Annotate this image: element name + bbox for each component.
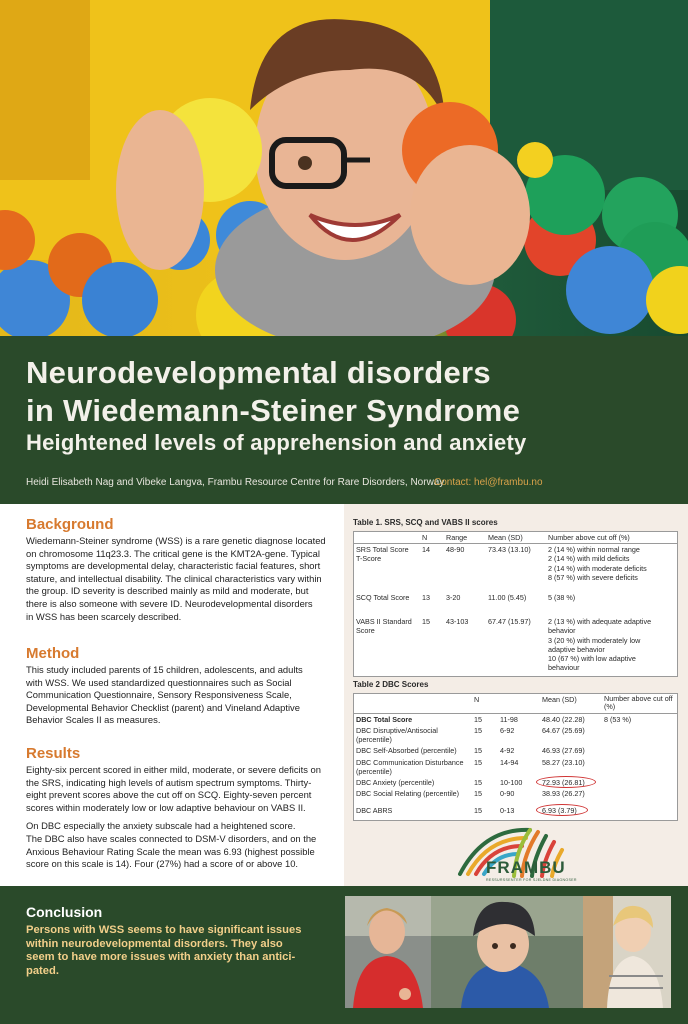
photo-boy-beanie	[431, 896, 583, 1008]
table-row: SCQ Total Score 13 3-20 11.00 (5.45) 5 (38 %)	[356, 593, 576, 603]
table2-header-row: N Mean (SD) Number above cut off (%)	[354, 694, 677, 714]
ball-pit-photo-illustration	[0, 0, 688, 336]
photo-girl-red-shirt	[345, 896, 431, 1008]
table-row: DBC Self-Absorbed (percentile) 15 4-92 46.93 (27.69)	[356, 746, 585, 756]
table-row: DBC ABRS 15 0-13 6.93 (3.79)	[354, 805, 677, 819]
authors-line: Heidi Elisabeth Nag and Vibeke Langva, Frambu Resource Centre for Rare Disorders, Norway	[26, 477, 445, 488]
background-text: Wiedemann-Steiner syndrome (WSS) is a rare genetic diagnose located on chromosome 11q23.3. The critical gene is the KMT2A-gene. Typical symptoms are developmental delay, characteristic facial features, short stature, and intellectual disability. The clinical characteristics vary within the group. ID severity is described mainly as mild and moderate, but there is also someone with severe ID. Neurodevelopmental disorders in WSS has been scarcely described.	[26, 535, 326, 622]
poster-subtitle: Heightened levels of apprehension and anxiety	[26, 430, 527, 455]
method-heading: Method	[26, 645, 80, 662]
contact-email[interactable]: Contact: hel@frambu.no	[434, 477, 543, 488]
anxiety-mean-value: 72.93 (26.81)	[542, 778, 585, 788]
table-row: DBC Social Relating (percentile) 15 0-90 38.93 (26.27)	[356, 789, 585, 799]
table1-header-row: N Range Mean (SD) Number above cut off (%)	[354, 532, 677, 544]
conclusion-heading: Conclusion	[26, 904, 103, 920]
table2	[353, 693, 678, 821]
table-row: DBC Total Score 15 11-98 48.40 (22.28) 8 (53 %)	[356, 714, 632, 724]
title-line-1: Neurodevelopmental disorders	[26, 355, 491, 390]
table1-caption: Table 1. SRS, SCQ and VABS II scores	[353, 518, 498, 527]
highlight-circle	[536, 776, 596, 788]
results-text: Eighty-six percent scored in either mild, moderate, or severe deficits on the SRS, indicating high levels of autism spectrum symptoms. Thirty- eight prevent scores above the cut off on SCQ. Eighty-seven percent scores within moderately low or low adaptive behaviour on VABS II. On DBC especially the anxiety subscale had a heightened score. The DBC also have scales connected to DSM-V disorders, and on the Anxious Behaviour Rating Scale the mean was 6.93 (highest possible score on this scale is 14). Four (27%) had a score of or above 10.	[26, 764, 321, 870]
method-text: This study included parents of 15 children, adolescents, and adults with WSS. We used standardized questionnaires such as Social Communication Questionnaire, Sensory Responsiveness Scale, Developmental Behavior Checklist (parent) and Vineland Adaptive Behavior Scales II as measures.	[26, 664, 303, 726]
background-heading: Background	[26, 516, 114, 533]
table-row: DBC Anxiety (percentile) 15 10-100 72.93 (26.81)	[354, 777, 677, 788]
title-band	[0, 336, 688, 504]
table2-caption: Table 2 DBC Scores	[353, 680, 429, 689]
results-heading: Results	[26, 745, 81, 762]
logo-name: FRAMBU	[486, 858, 566, 877]
table-row: SRS Total Score T-Score 14 48-90 73.43 (13.10) 2 (14 %) within normal range 2 (14 %) with mild deficits 2 (14 %) with moderate deficits 8 (57 %) with severe deficits	[356, 545, 647, 582]
logo-tagline: RESSURSSENTER FOR SJELDNE DIAGNOSER	[486, 878, 577, 882]
table1	[353, 531, 678, 677]
poster-title	[26, 354, 520, 430]
table-row: DBC Communication Disturbance (percentile) 15 14-94 58.27 (23.10)	[356, 757, 585, 776]
hero-photo	[0, 0, 688, 336]
table-row: VABS II Standard Score 15 43-103 67.47 (15.97) 2 (13 %) with adequate adaptive behavior 3 (20 %) with moderately low adaptive behavior 10 (67 %) with low adaptive behaviour	[356, 617, 652, 673]
conclusion-text: Persons with WSS seems to have significant issues within neurodevelopmental disorders. They also seem to have more issues with anxiety than antici- pated.	[26, 924, 302, 977]
abrs-mean-value: 6.93 (3.79)	[542, 806, 577, 816]
title-line-2: in Wiedemann-Steiner Syndrome	[26, 393, 521, 428]
photo-blond-child	[583, 896, 671, 1008]
table-row: DBC Disruptive/Antisocial (percentile) 15 6-92 64.67 (25.69)	[356, 726, 585, 745]
